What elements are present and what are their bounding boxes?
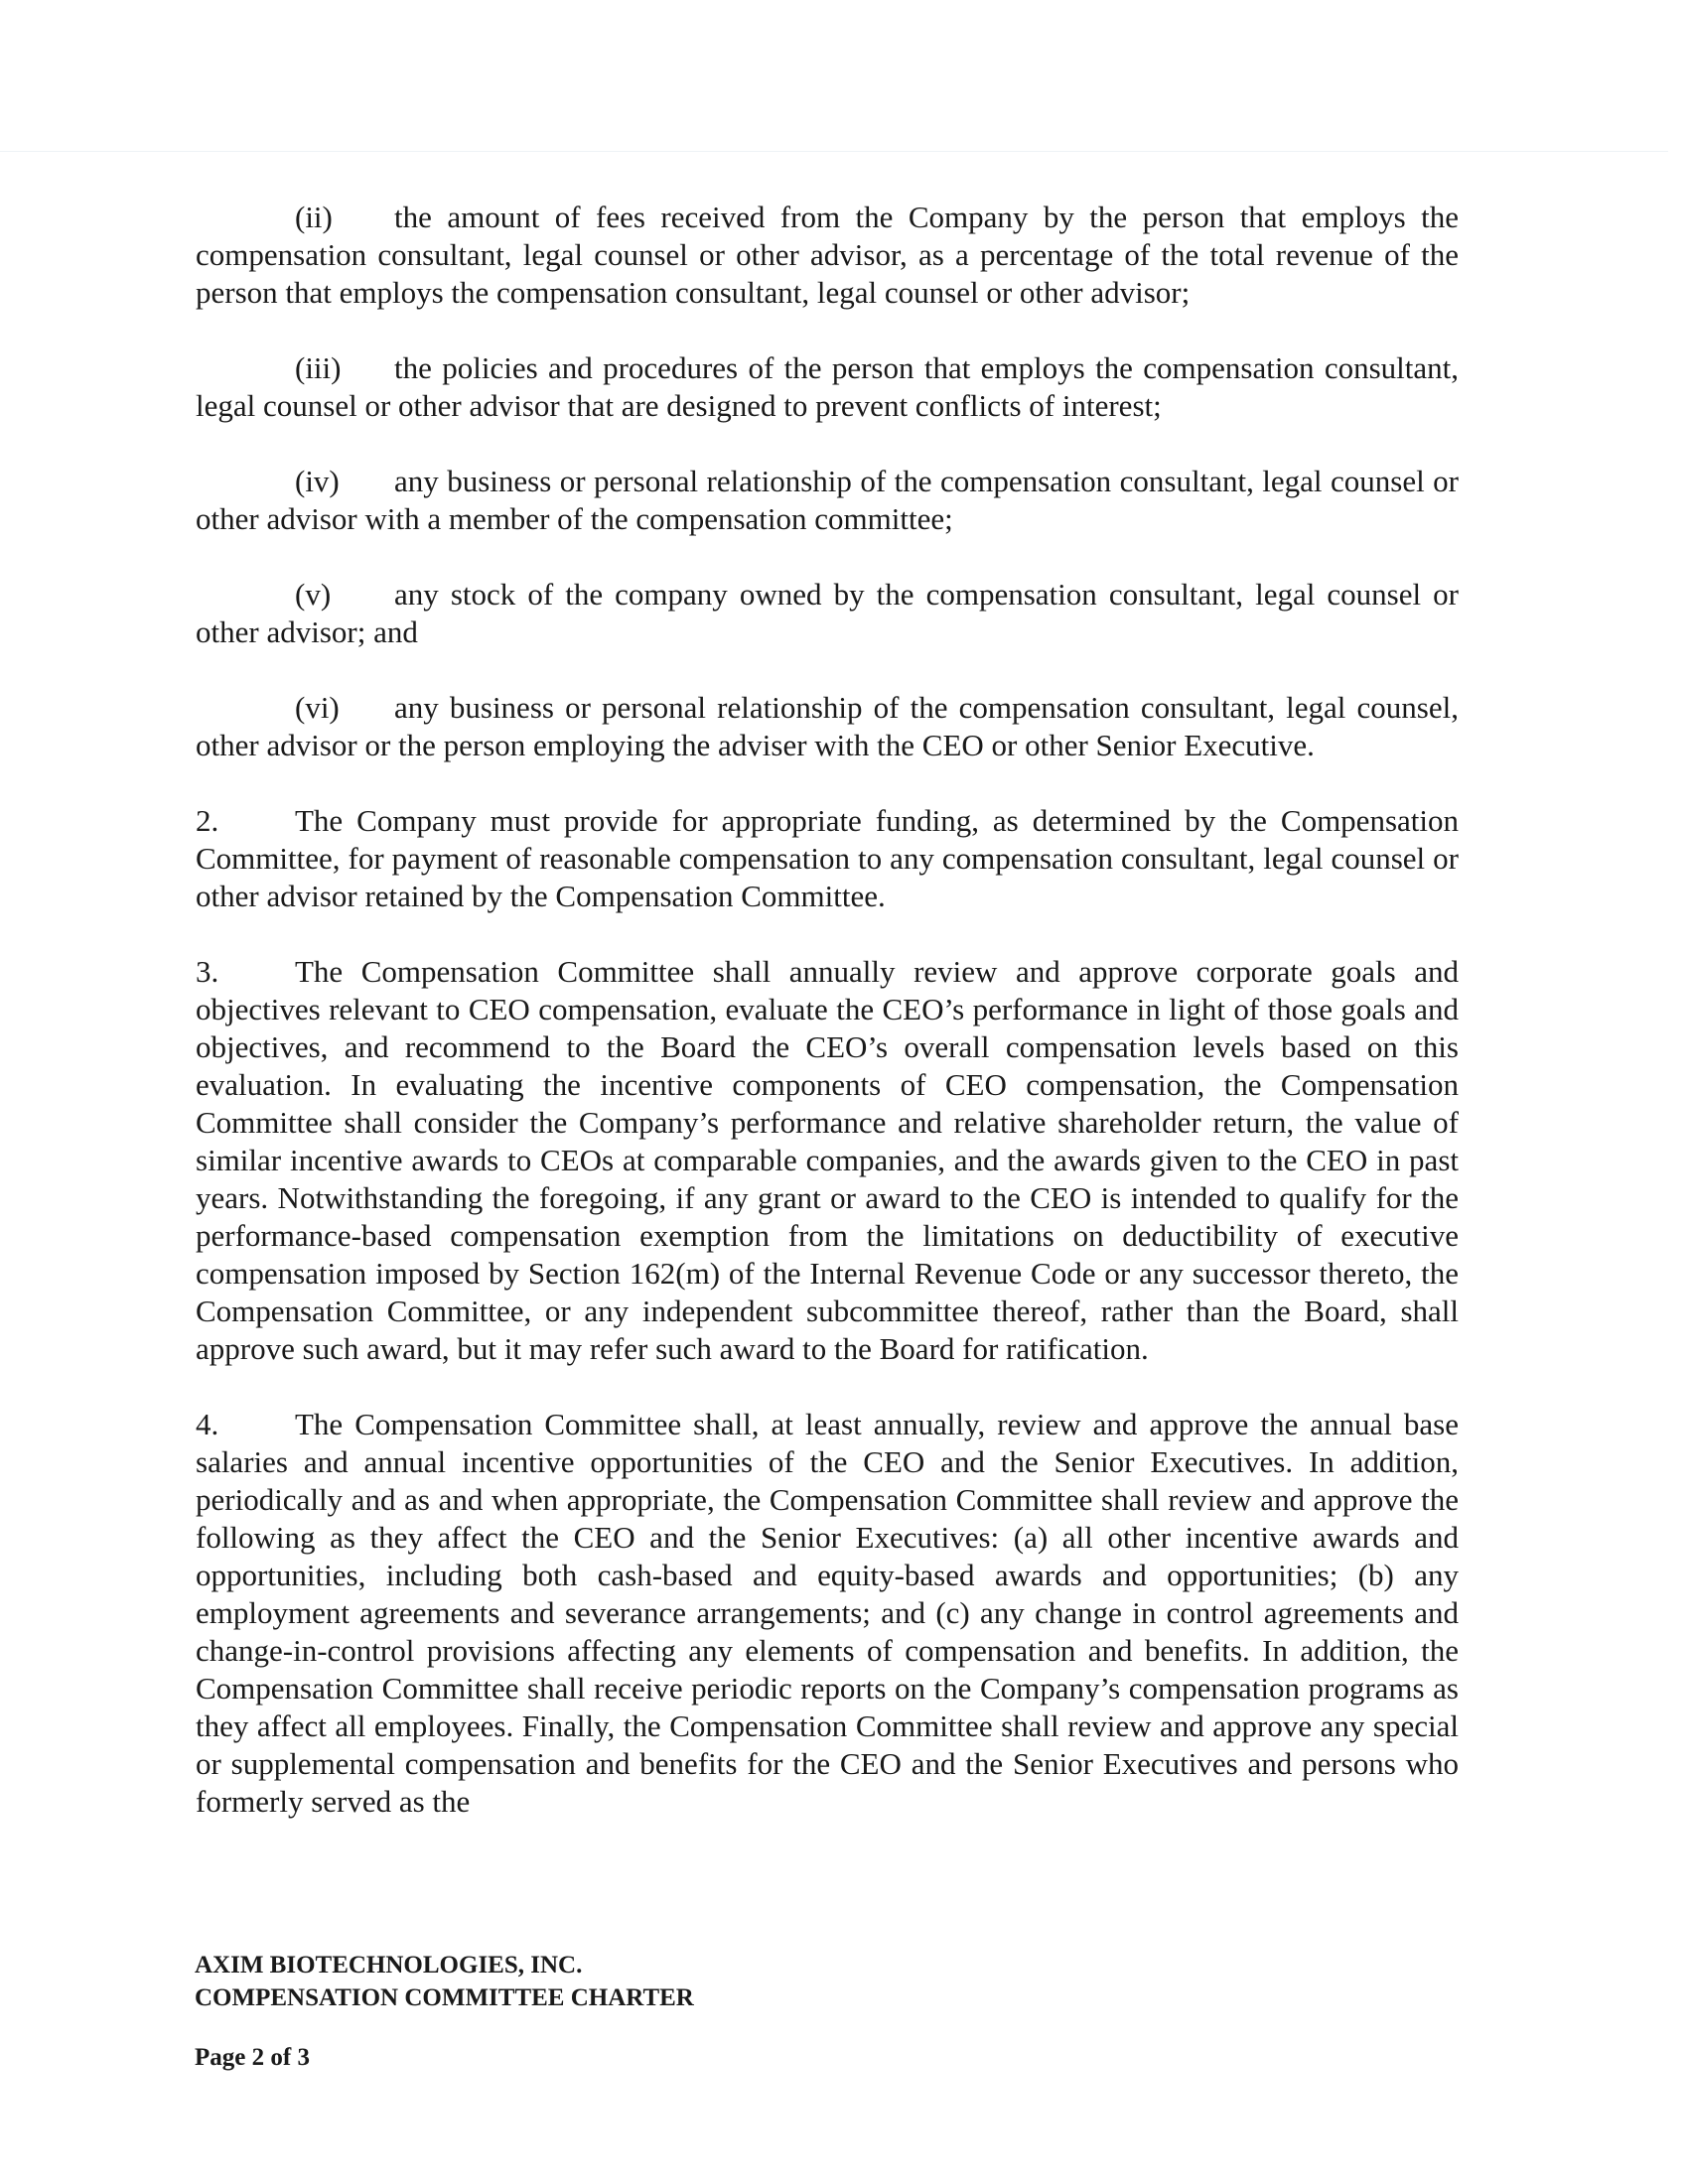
paragraph-label: 2.: [196, 803, 219, 838]
scan-edge-line: [0, 151, 1668, 152]
footer-document-title: COMPENSATION COMMITTEE CHARTER: [195, 1984, 694, 2011]
page-number: Page 2 of 3: [195, 2044, 310, 2071]
paragraph-label: 3.: [196, 954, 219, 989]
paragraph-text: The Compensation Committee shall, at least annually, review and approve the annual base salaries and annual incentive opportunities of the CEO and the Senior Executives. In addition, periodically and as and when appropriate, the Compensation Committee shall review and approve the following as they affect the CEO and the Senior Executives: (a) all other incentive awards and opportunities, including both cash-based and equity-based awards and opportunities; (b) any employment agreements and severance arrangements; and (c) any change in control agreements and change-in-control provisions affecting any elements of compensation and benefits. In addition, the Compensation Committee shall receive periodic reports on the Company’s compensation programs as they affect all employees. Finally, the Compensation Committee shall review and approve any special or supplemental compensation and benefits for the CEO and the Senior Executives and persons who formerly served as the: [196, 1407, 1459, 1819]
paragraph-2: [196, 802, 1459, 915]
paragraph-text: the amount of fees received from the Company by the person that employs the compensation consultant, legal counsel or other advisor, as a percentage of the total revenue of the person that employs the compensation consultant, legal counsel or other advisor;: [196, 200, 1459, 310]
paragraph-3: [196, 953, 1459, 1368]
paragraph-text: The Compensation Committee shall annually review and approve corporate goals and objectives relevant to CEO compensation, evaluate the CEO’s performance in light of those goals and objectives, and recommend to the Board the CEO’s overall compensation levels based on this evaluation. In evaluating the incentive components of CEO compensation, the Compensation Committee shall consider the Company’s performance and relative shareholder return, the value of similar incentive awards to CEOs at comparable companies, and the awards given to the CEO in past years. Notwithstanding the foregoing, if any grant or award to the CEO is intended to qualify for the performance-based compensation exemption from the limitations on deductibility of executive compensation imposed by Section 162(m) of the Internal Revenue Code or any successor thereto, the Compensation Committee, or any independent subcommittee thereof, rather than the Board, shall approve such award, but it may refer such award to the Board for ratification.: [196, 954, 1459, 1366]
paragraph-text: any business or personal relationship of the compensation consultant, legal counsel or other advisor with a member of the compensation committee;: [196, 464, 1459, 536]
document-body: [196, 199, 1459, 1858]
paragraph-iii: [196, 349, 1459, 425]
paragraph-vi: [196, 689, 1459, 764]
paragraph-v: [196, 576, 1459, 651]
paragraph-label: 4.: [196, 1407, 219, 1441]
footer-company-name: AXIM BIOTECHNOLOGIES, INC.: [195, 1952, 583, 1979]
paragraph-iv: [196, 463, 1459, 538]
paragraph-text: any business or personal relationship of the compensation consultant, legal counsel, other advisor or the person employing the adviser with the CEO or other Senior Executive.: [196, 690, 1459, 762]
paragraph-text: the policies and procedures of the person that employs the compensation consultant, legal counsel or other advisor that are designed to prevent conflicts of interest;: [196, 350, 1459, 423]
paragraph-label: (vi): [295, 690, 340, 725]
paragraph-label: (iv): [295, 464, 340, 498]
paragraph-label: (ii): [295, 200, 333, 234]
paragraph-4: [196, 1406, 1459, 1821]
paragraph-ii: [196, 199, 1459, 312]
paragraph-text: any stock of the company owned by the compensation consultant, legal counsel or other advisor; and: [196, 577, 1459, 649]
document-footer: [195, 1949, 694, 2014]
paragraph-label: (v): [295, 577, 332, 612]
paragraph-label: (iii): [295, 350, 342, 385]
paragraph-text: The Company must provide for appropriate funding, as determined by the Compensation Committee, for payment of reasonable compensation to any compensation consultant, legal counsel or other advisor retained by the Compensation Committee.: [196, 803, 1459, 913]
